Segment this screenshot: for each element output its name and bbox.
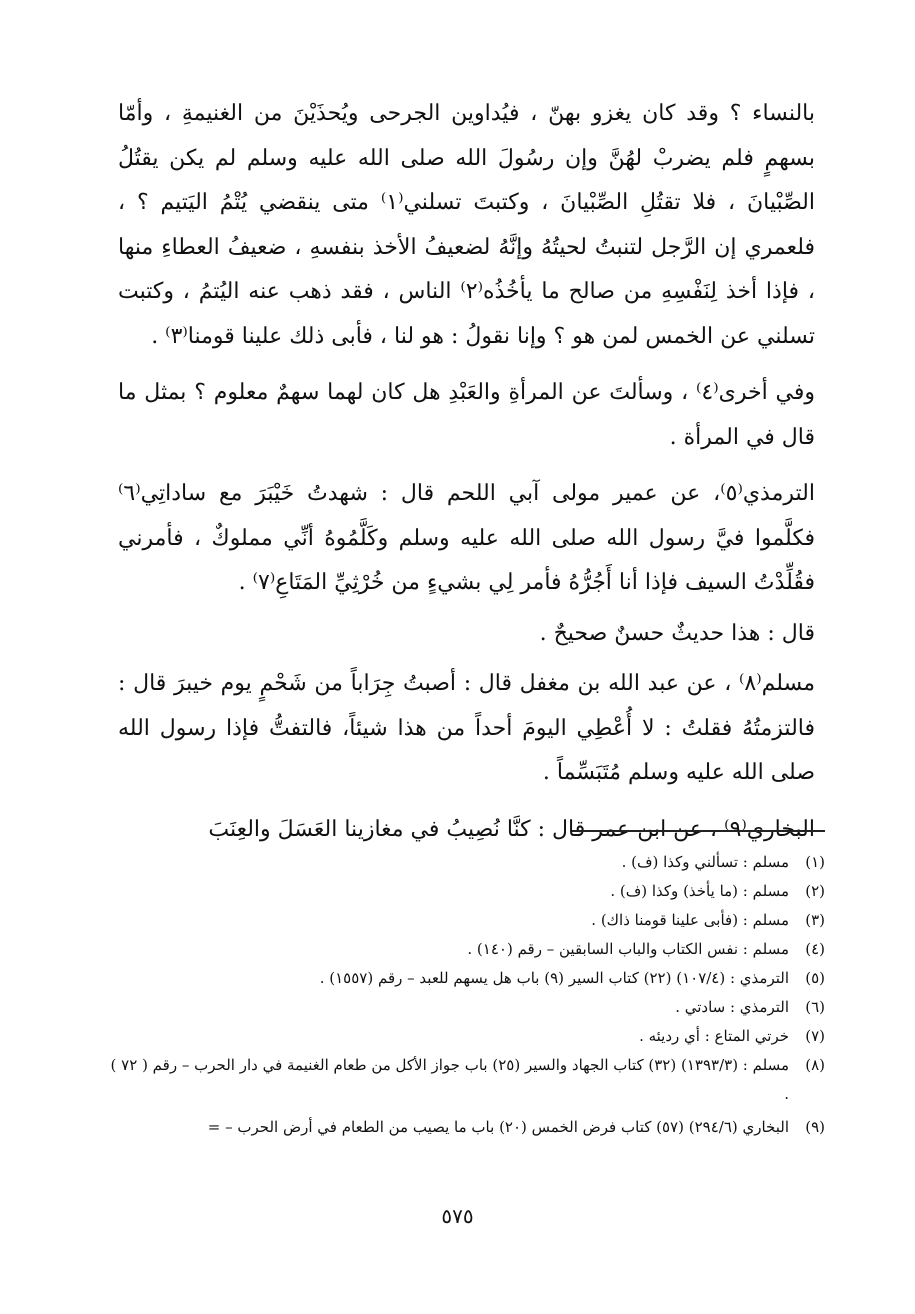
footnote-text: مسلم : (فأبى علينا قومنا ذاك) . (591, 911, 789, 929)
footnote-7 (110, 1022, 825, 1051)
main-text (118, 92, 815, 852)
footnote-4 (110, 935, 825, 964)
footnotes (110, 848, 825, 1142)
footnote-1 (110, 848, 825, 877)
paragraph-muslim-abdullah: مسلم⁽٨⁾ ، عن عبد الله بن مغفل قال : أصبتُ جِرَاباً من شَحْمٍ يوم خيبرَ قال : فالتزمتُهُ فقلتُ : لا أُعْطِي اليومَ أحداً من هذا شيئاً، فالتفتُّ فإذا رسول الله صلى الله عليه وسلم مُتَبَسِّماً . (118, 671, 815, 785)
paragraph-bukhari-ibn-umar: البخاري⁽٩⁾ ، عن ابن عمر قال : كنَّا نُصِيبُ في مغازينا العَسَلَ والعِنَبَ (208, 816, 815, 842)
footnote-text: مسلم : (١٣٩٣/٣) (٣٢) كتاب الجهاد والسير (٢٥) باب جواز الأكل من طعام الغنيمة في دار الحرب – رقم ( ٧٢ ) . (110, 1056, 789, 1103)
footnote-number: (٧) (805, 1027, 825, 1045)
footnote-number: (٤) (805, 940, 825, 958)
paragraph-women-share: بالنساء ؟ وقد كان يغزو بهنّ ، فيُداوين الجرحى ويُحذَيْنَ من الغنيمةِ ، وأمّا بسهمٍ فلم يضربْ لهُنَّ وإن رسُولَ الله صلى الله عليه وسلم لم يكن يقتُلُ الصِّبْيانَ ، فلا تقتُلِ الصِّبْيانَ ، وكتبتَ تسلني⁽١⁾ متى ينقضي يُتْمُ اليَتيم ؟ ، فلعمري إن الرَّجل لتنبتُ لحيتُهُ وإنَّهُ لضعيفُ الأخذ بنفسهِ ، ضعيفُ العطاءِ منها ، فإذا أخذ لِنَفْسِهِ من صالح ما يأخُذُه⁽٢⁾ الناس ، فقد ذهب عنه اليُتمُ ، وكتبت تسلني عن الخمس لمن هو ؟ وإنا نقولُ : هو لنا ، فأبى ذلك علينا قومنا⁽٣⁾ . (118, 101, 815, 349)
paragraph-tirmidhi-umair: الترمذي⁽٥⁾، عن عمير مولى آبي اللحم قال : شهدتُ خَيْبَرَ مع ساداتِي⁽٦⁾ فكلَّموا فيَّ رسول الله صلى الله عليه وسلم وكَلَّمُوهُ أنِّي مملوكٌ ، فأمرني فقُلِّدْتُ السيف فإذا أنا أَجُرُّهُ فأمر لِي بشيءٍ من خُرْثِيِّ المَتَاعِ⁽٧⁾ . (118, 481, 815, 595)
footnote-text: البخاري (٢٩٤/٦) (٥٧) كتاب فرض الخمس (٢٠) باب ما يصيب من الطعام في أرض الحرب – = (207, 1118, 789, 1136)
footnote-number: (٢) (805, 882, 825, 900)
footnote-divider (572, 830, 825, 832)
footnote-number: (٣) (805, 911, 825, 929)
footnote-5 (110, 964, 825, 993)
footnote-number: (٩) (805, 1118, 825, 1136)
footnote-text: خرتي المتاع : أي رديئه . (639, 1027, 789, 1045)
footnote-number: (٦) (805, 998, 825, 1016)
footnote-9 (110, 1113, 825, 1142)
footnote-text: مسلم : نفس الكتاب والباب السابقين – رقم (١٤٠) . (467, 940, 789, 958)
footnote-text: الترمذي : سادتي . (675, 998, 789, 1016)
footnote-text: مسلم : (ما يأخذ) وكذا (ف) . (610, 882, 789, 900)
footnote-number: (٥) (805, 969, 825, 987)
footnote-text: الترمذي : (١٠٧/٤) (٢٢) كتاب السير (٩) باب هل يسهم للعبد – رقم (١٥٥٧) . (319, 969, 789, 987)
footnote-6 (110, 993, 825, 1022)
page-number: ٥٧٥ (441, 1204, 474, 1228)
footnote-number: (١) (805, 853, 825, 871)
footnote-8 (110, 1051, 825, 1109)
footnote-3 (110, 906, 825, 935)
paragraph-hadith-grade: قال : هذا حديثٌ حسنٌ صحيحٌ . (539, 620, 815, 646)
paragraph-another-narration: وفي أخرى⁽٤⁾ ، وسألتَ عن المرأةِ والعَبْدِ هل كان لهما سهمٌ معلوم ؟ بمثل ما قال في المرأة . (118, 380, 815, 450)
footnote-2 (110, 877, 825, 906)
footnote-text: مسلم : تسألني وكذا (ف) . (621, 853, 789, 871)
footnote-number: (٨) (805, 1056, 825, 1074)
